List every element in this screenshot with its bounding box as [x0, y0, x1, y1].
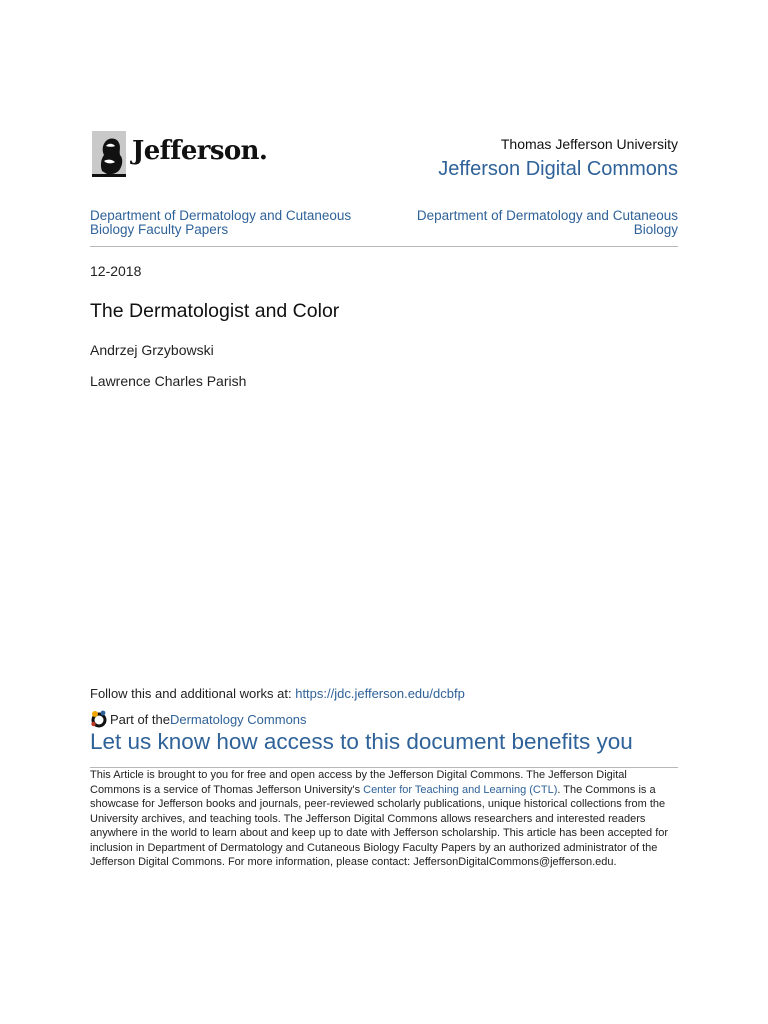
university-name: Thomas Jefferson University [500, 136, 678, 152]
network-icon [90, 710, 108, 728]
access-statement [90, 768, 678, 870]
series-link-left[interactable]: Department of Dermatology and Cutaneous Biology Faculty Papers [90, 208, 352, 237]
series-bar [90, 206, 678, 247]
author-name: Andrzej Grzybowski [90, 342, 214, 358]
logo-wordmark: Jefferson. [132, 136, 268, 166]
publication-date: 12-2018 [90, 263, 142, 279]
jefferson-bust-icon [92, 131, 126, 177]
dermatology-commons-link[interactable]: Dermatology Commons [169, 711, 307, 727]
jefferson-logo[interactable] [92, 130, 267, 178]
digital-commons-link[interactable]: Jefferson Digital Commons [438, 158, 678, 180]
access-statement-text-2: . The Commons is a showcase for Jefferson books and journals, peer-reviewed scholarly publications, unique historical collections from the University archives, and teaching tools. The Jefferson Digital Commons allows researchers and interested readers anywhere in the world to learn about and keep up to date with Jefferson scholarship. This article has been accepted for inclusion in Department of Dermatology and Cutaneous Biology Faculty Papers by an authorized administrator of the Jefferson Digital Commons. For more information, please contact: JeffersonDigitalCommons@jefferson.edu. [90, 783, 669, 868]
follow-text: Follow this and additional works at: [90, 686, 296, 701]
series-link-right[interactable] [388, 209, 678, 237]
benefit-feedback-link[interactable]: Let us know how access to this document benefits you [90, 729, 633, 754]
header [90, 128, 678, 184]
ctl-link[interactable]: Center for Teaching and Learning (CTL) [363, 783, 558, 796]
document-page [90, 0, 678, 1024]
access-statement-text-1: This Article is brought to you for free and open access by the Jefferson Digital Commons. The Jefferson Digital Commons is a service of Thomas Jefferson University's [90, 769, 627, 796]
author-name: Lawrence Charles Parish [90, 373, 247, 389]
series-link-right-line1: Department of Dermatology and Cutaneous [416, 208, 678, 223]
part-of-line [90, 710, 307, 728]
series-link-right-line2: Biology [633, 222, 678, 237]
follow-line [90, 686, 465, 701]
article-title: The Dermatologist and Color [90, 300, 340, 322]
part-of-text: Part of the [110, 711, 170, 727]
follow-url-link[interactable]: https://jdc.jefferson.edu/dcbfp [295, 686, 465, 701]
